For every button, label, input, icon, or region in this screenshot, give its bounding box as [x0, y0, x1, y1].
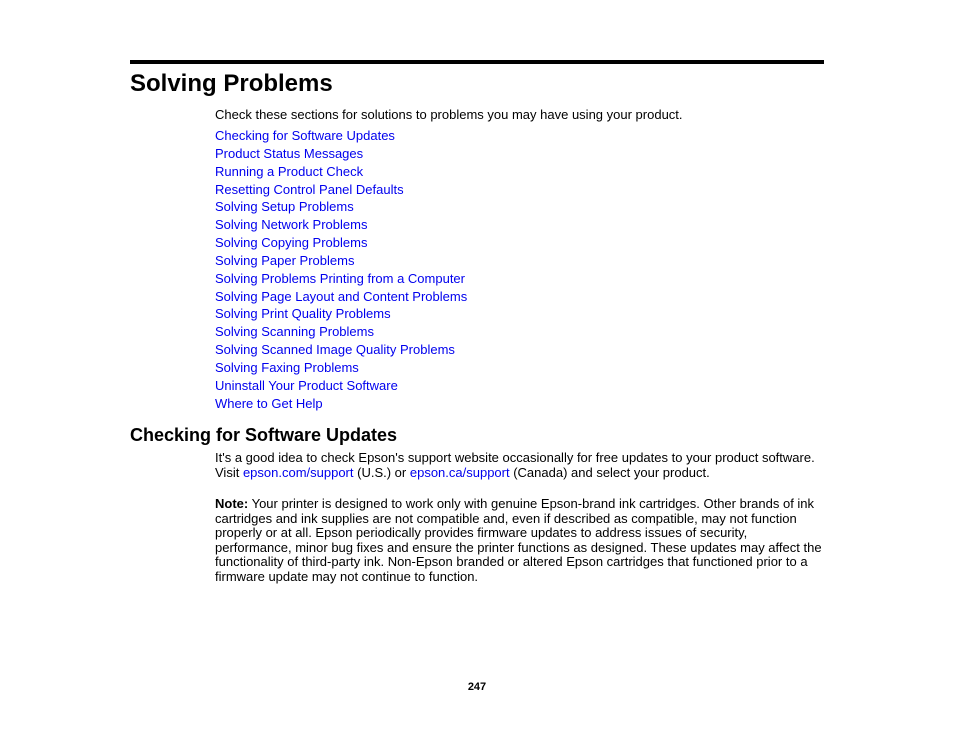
toc-link-product-status-messages[interactable]: Product Status Messages [215, 145, 364, 161]
toc-link-page-layout-content[interactable]: Solving Page Layout and Content Problems [215, 288, 468, 304]
toc-link-running-product-check[interactable]: Running a Product Check [215, 163, 364, 179]
toc-link-uninstall-software[interactable]: Uninstall Your Product Software [215, 377, 398, 393]
paragraph-text: (Canada) and select your product. [509, 464, 710, 480]
toc-item [215, 378, 467, 396]
intro-text: Check these sections for solutions to problems you may have using your product. [215, 107, 683, 122]
section-title: Checking for Software Updates [130, 425, 398, 445]
toc-link-faxing-problems[interactable]: Solving Faxing Problems [215, 359, 359, 375]
toc-item [215, 235, 467, 253]
toc-link-print-quality[interactable]: Solving Print Quality Problems [215, 306, 391, 322]
toc-item [215, 128, 467, 146]
toc-item [215, 146, 467, 164]
paragraph-text: It's a good idea to check Epson's support website occasionally for free updates to your product software. Visit [215, 450, 815, 480]
toc-link-printing-from-computer[interactable]: Solving Problems Printing from a Computer [215, 270, 465, 286]
toc-item [215, 182, 467, 200]
toc-item [215, 164, 467, 182]
note-label: Note: [215, 496, 249, 511]
toc-link-checking-software-updates[interactable]: Checking for Software Updates [215, 128, 395, 143]
toc-link-scanning-problems[interactable]: Solving Scanning Problems [215, 324, 374, 340]
toc-item [215, 217, 467, 235]
toc-link-network-problems[interactable]: Solving Network Problems [215, 217, 368, 233]
toc-link-scanned-image-quality[interactable]: Solving Scanned Image Quality Problems [215, 342, 455, 358]
toc-link-setup-problems[interactable]: Solving Setup Problems [215, 199, 354, 215]
page-number: 247 [467, 681, 487, 693]
toc-item [215, 360, 467, 378]
toc-link-where-to-get-help[interactable]: Where to Get Help [215, 395, 323, 411]
toc-link-paper-problems[interactable]: Solving Paper Problems [215, 252, 355, 268]
toc-item [215, 324, 467, 342]
toc-item [215, 289, 467, 307]
toc-list [215, 128, 467, 414]
toc-item [215, 271, 467, 289]
header-rule [130, 60, 824, 64]
page-title: Solving Problems [130, 70, 333, 97]
note-paragraph [215, 497, 825, 584]
toc-item [215, 199, 467, 217]
toc-item [215, 342, 467, 360]
software-updates-paragraph [215, 451, 825, 480]
toc-item [215, 396, 467, 414]
toc-link-resetting-control-panel[interactable]: Resetting Control Panel Defaults [215, 181, 404, 197]
paragraph-text: (U.S.) or [353, 464, 410, 480]
note-text: Your printer is designed to work only with genuine Epson-brand ink cartridges. Other brands of ink cartridges and ink supplies are not compatible and, even if described as compatible, may not function properly or at all. Epson periodically provides firmware updates to address issues of security, performance, minor bug fixes and ensure the printer functions as designed. These updates may affect the functionality of third-party ink. Non-Epson branded or altered Epson cartridges that functioned prior to a firmware update may not continue to function. [215, 496, 822, 584]
toc-item [215, 306, 467, 324]
epson-ca-support-link[interactable]: epson.ca/support [409, 464, 510, 480]
epson-us-support-link[interactable]: epson.com/support [242, 464, 354, 480]
toc-link-copying-problems[interactable]: Solving Copying Problems [215, 235, 368, 251]
toc-item [215, 253, 467, 271]
